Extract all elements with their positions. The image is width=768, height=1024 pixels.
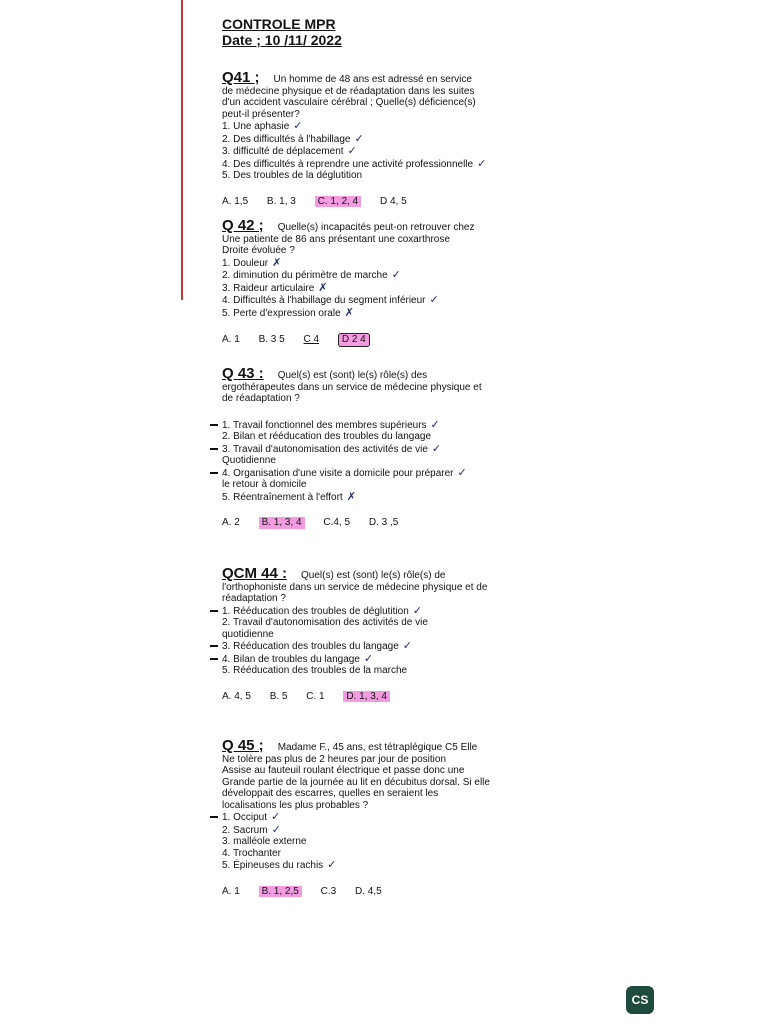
- question-line: Quel(s) est (sont) le(s) rôle(s) des: [277, 370, 428, 381]
- check-mark-icon: ✓: [271, 822, 281, 836]
- option: 5. Réentraînement à l'effort ✗: [222, 489, 356, 503]
- question-line: Quel(s) est (sont) le(s) rôle(s) de: [301, 570, 446, 581]
- question-line: Grande partie de la journée au lit en décubitus dorsal. Si elle: [222, 776, 490, 788]
- option: 4. Des difficultés à reprendre une activité professionnelle ✓: [222, 156, 487, 170]
- option: 2. Travail d'autonomisation des activités de vie: [222, 617, 428, 628]
- check-mark-icon: ✓: [429, 293, 439, 306]
- option: 5. Perte d'expression orale ✗: [222, 305, 354, 319]
- answer-c: C 4: [303, 334, 320, 345]
- check-mark-icon: ✓: [430, 417, 440, 431]
- question-line: Madame F., 45 ans, est tétraplégique C5 Elle: [277, 742, 478, 753]
- option: quotidienne: [222, 628, 274, 640]
- question-line: Assise au fauteuil roulant électrique et passe donc une: [222, 765, 465, 776]
- option: 3. malléole externe: [222, 836, 307, 847]
- check-mark-icon: ✓: [363, 651, 374, 665]
- question-41: [222, 69, 562, 207]
- answer-d: D 4, 5: [379, 195, 407, 207]
- question-label: Q 42 ;: [222, 217, 264, 234]
- cross-mark-icon: ✗: [272, 255, 282, 269]
- answer-choices: [222, 196, 562, 208]
- page-edge: [181, 0, 183, 300]
- option: le retour à domicile: [222, 479, 307, 490]
- option: 3. difficulté de déplacement ✓: [222, 144, 357, 157]
- answer-d-selected: D 2 4: [338, 333, 370, 347]
- option: 2. Des difficultés à l'habillage ✓: [222, 131, 364, 145]
- answer-choices: [222, 333, 562, 347]
- check-mark-icon: ✓: [412, 603, 423, 617]
- option: 3. Raideur articulaire ✗: [222, 280, 328, 294]
- option: 4. Bilan de troubles du langage ✓: [222, 653, 562, 666]
- question-line: Ne tolère pas plus de 2 heures par jour de position: [222, 753, 447, 765]
- check-mark-icon: ✓: [431, 441, 442, 455]
- cross-mark-icon: ✗: [318, 280, 328, 294]
- answer-a: A. 1: [222, 334, 240, 345]
- answer-d: D. 4,5: [354, 885, 382, 897]
- check-mark-icon: ✓: [347, 144, 357, 157]
- check-mark-icon: ✓: [457, 465, 467, 479]
- answer-c-selected: C. 1, 2, 4: [315, 196, 362, 208]
- cross-mark-icon: ✗: [346, 489, 356, 503]
- check-mark-icon: ✓: [293, 119, 303, 132]
- option: 1. Occiput ✓: [222, 811, 562, 824]
- check-mark-icon: ✓: [402, 639, 413, 652]
- option: 3. Travail d'autonomisation des activités de vie ✓: [222, 443, 562, 456]
- question-line: peut-il présenter?: [222, 108, 300, 120]
- exam-sheet: [222, 16, 562, 897]
- option: 1. Une aphasie ✓: [222, 119, 303, 132]
- cross-mark-icon: ✗: [344, 305, 354, 319]
- option: 1. Travail fonctionnel des membres supérieurs ✓: [222, 419, 562, 432]
- answer-c: C.3: [320, 885, 337, 897]
- question-line: d'un accident vasculaire cérébral ; Quelle(s) déficience(s): [222, 97, 476, 108]
- question-label: Q 45 ;: [222, 737, 264, 754]
- answer-d: D. 3 ,5: [368, 517, 399, 528]
- answer-d-selected: D. 1, 3, 4: [343, 691, 390, 703]
- check-mark-icon: ✓: [271, 810, 281, 823]
- question-label: QCM 44 :: [222, 565, 288, 582]
- answer-choices: [222, 517, 562, 529]
- option: 2. diminution du périmètre de marche ✓: [222, 268, 401, 281]
- option: 4. Difficultés à l'habillage du segment inférieur ✓: [222, 293, 439, 306]
- answer-c: C.4, 5: [323, 517, 351, 528]
- question-44: [222, 565, 562, 702]
- question-line: Un homme de 48 ans est adressé en service: [273, 74, 472, 85]
- question-line: localisations les plus probables ?: [222, 799, 369, 811]
- answer-b: B. 5: [269, 690, 288, 702]
- check-mark-icon: ✓: [477, 156, 487, 170]
- question-42: [222, 217, 562, 347]
- option: 4. Trochanter: [222, 847, 281, 859]
- question-label: Q 43 :: [222, 365, 264, 382]
- question-label: Q41 ;: [222, 69, 260, 86]
- answer-a: A. 2: [222, 517, 240, 528]
- answer-a: A. 1: [222, 885, 240, 897]
- answer-choices: [222, 886, 562, 898]
- question-line: Une patiente de 86 ans présentant une coxarthrose: [222, 233, 450, 245]
- option: 1. Rééducation des troubles de déglutition ✓: [222, 605, 562, 618]
- option: 5. Épineuses du rachis ✓: [222, 858, 337, 871]
- check-mark-icon: ✓: [354, 131, 364, 145]
- answer-a: A. 1,5: [222, 195, 249, 207]
- option: 5. Rééducation des troubles de la marche: [222, 665, 408, 676]
- question-line: Quelle(s) incapacités peut-on retrouver chez: [277, 222, 475, 233]
- question-line: réadaptation ?: [222, 593, 286, 604]
- check-mark-icon: ✓: [327, 858, 337, 871]
- option: 5. Des troubles de la déglutition: [222, 170, 363, 181]
- option: 3. Rééducation des troubles du langage ✓: [222, 640, 562, 653]
- camscanner-badge[interactable]: CS: [626, 986, 654, 1014]
- question-line: l'orthophoniste dans un service de médecine physique et de: [222, 581, 488, 593]
- exam-title: CONTROLE MPR: [222, 16, 336, 32]
- question-45: [222, 737, 562, 897]
- option: 2. Bilan et rééducation des troubles du langage: [222, 431, 432, 442]
- answer-choices: [222, 691, 562, 703]
- answer-b: B. 3 5: [258, 334, 285, 345]
- answer-a: A. 4, 5: [222, 690, 251, 702]
- exam-date: Date ; 10 /11/ 2022: [222, 32, 342, 48]
- option: 2. Sacrum ✓: [222, 822, 281, 836]
- option: 4. Organisation d'une visite a domicile pour préparer ✓: [222, 467, 562, 480]
- option: Quotidienne: [222, 455, 276, 466]
- answer-b: B. 1, 3: [266, 195, 296, 207]
- question-line: Droite évoluée ?: [222, 245, 295, 256]
- check-mark-icon: ✓: [391, 268, 401, 281]
- answer-b-selected: B. 1, 2,5: [259, 886, 302, 898]
- question-line: de réadaptation ?: [222, 393, 300, 404]
- answer-c: C. 1: [306, 690, 325, 702]
- question-line: développait des escarres, quelles en seraient les: [222, 788, 439, 799]
- question-line: ergothérapeutes dans un service de médecine physique et: [222, 381, 482, 393]
- option: 1. Douleur ✗: [222, 255, 282, 269]
- answer-b-selected: B. 1, 3, 4: [259, 517, 305, 529]
- question-43: [222, 365, 562, 529]
- question-line: de médecine physique et de réadaptation dans les suites: [222, 85, 475, 97]
